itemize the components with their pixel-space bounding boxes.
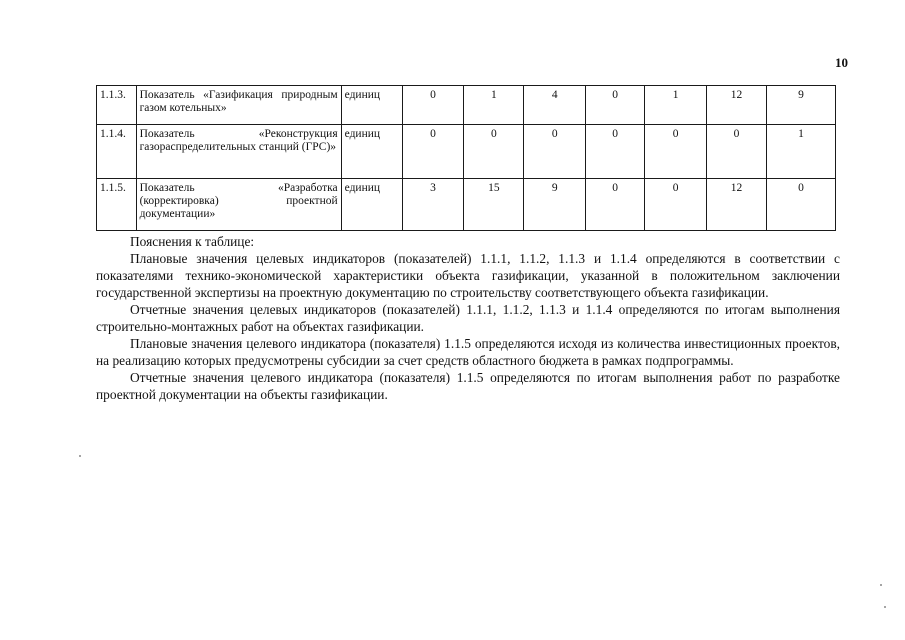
value-cell: 1 — [464, 86, 524, 125]
scan-speck — [880, 584, 882, 586]
table-notes — [96, 233, 840, 403]
unit-cell: единиц — [341, 86, 402, 125]
value-cell: 0 — [402, 125, 464, 179]
indicator-name: Показатель «Разработка (корректировка) проектной документации» — [136, 179, 341, 231]
value-cell: 4 — [524, 86, 586, 125]
value-cell: 0 — [586, 86, 645, 125]
value-cell: 0 — [707, 125, 767, 179]
value-cell: 3 — [402, 179, 464, 231]
table-row — [97, 125, 836, 179]
indicator-name: Показатель «Газификация природным газом котельных» — [136, 86, 341, 125]
scan-speck — [79, 455, 81, 457]
page-number: 10 — [835, 55, 848, 70]
value-cell: 1 — [766, 125, 835, 179]
row-number: 1.1.5. — [97, 179, 137, 231]
unit-cell: единиц — [341, 179, 402, 231]
value-cell: 0 — [586, 125, 645, 179]
value-cell: 0 — [766, 179, 835, 231]
notes-paragraph: Отчетные значения целевых индикаторов (показателей) 1.1.1, 1.1.2, 1.1.3 и 1.1.4 определяются по итогам выполнения строительно-монтажных работ на объектах газификации. — [96, 302, 840, 334]
row-number: 1.1.3. — [97, 86, 137, 125]
value-cell: 12 — [707, 86, 767, 125]
value-cell: 0 — [586, 179, 645, 231]
value-cell: 9 — [524, 179, 586, 231]
notes-title: Пояснения к таблице: — [130, 234, 255, 249]
scan-speck — [884, 606, 886, 608]
table-row — [97, 86, 836, 125]
indicator-name: Показатель «Реконструкция газораспределительных станций (ГРС)» — [136, 125, 341, 179]
unit-cell: единиц — [341, 125, 402, 179]
value-cell: 15 — [464, 179, 524, 231]
value-cell: 1 — [645, 86, 707, 125]
value-cell: 12 — [707, 179, 767, 231]
notes-paragraph: Плановые значения целевых индикаторов (показателей) 1.1.1, 1.1.2, 1.1.3 и 1.1.4 определяются в соответствии с показателями технико-экономической характеристики объекта газификации, указанной в положительном заключении государственной экспертизы на проектную документацию по строительству соответствующего объекта газификации. — [96, 251, 840, 300]
indicators-table — [96, 85, 836, 231]
value-cell: 0 — [402, 86, 464, 125]
value-cell: 0 — [524, 125, 586, 179]
notes-paragraph: Плановые значения целевого индикатора (показателя) 1.1.5 определяются исходя из количества инвестиционных проектов, на реализацию которых предусмотрены субсидии за счет средств областного бюджета в рамках подпрограммы. — [96, 336, 840, 368]
table-row — [97, 179, 836, 231]
value-cell: 0 — [645, 179, 707, 231]
row-number: 1.1.4. — [97, 125, 137, 179]
notes-paragraph: Отчетные значения целевого индикатора (показателя) 1.1.5 определяются по итогам выполнения работ по разработке проектной документации на объекты газификации. — [96, 370, 840, 402]
value-cell: 0 — [464, 125, 524, 179]
value-cell: 0 — [645, 125, 707, 179]
value-cell: 9 — [766, 86, 835, 125]
